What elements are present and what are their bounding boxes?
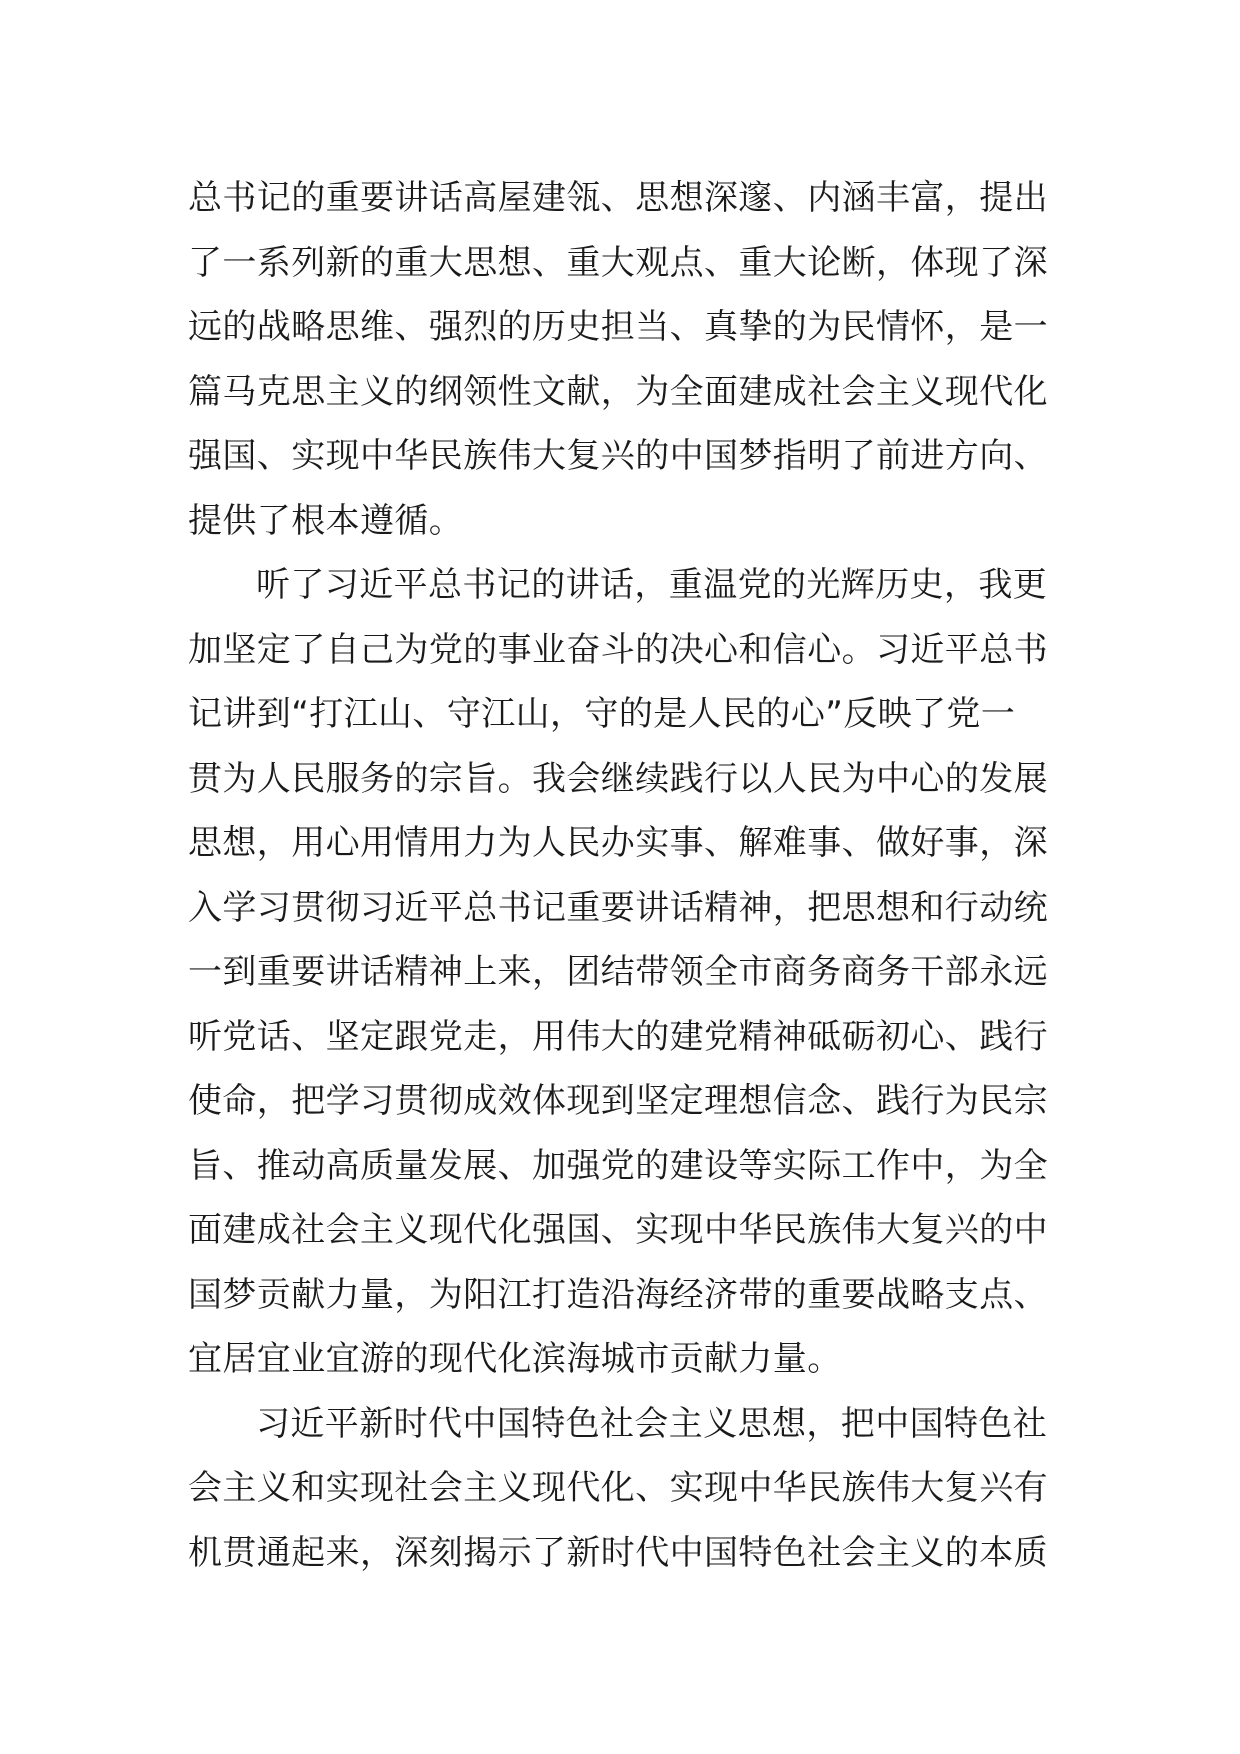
text-line: 记讲到“打江山、守江山，守的是人民的心”反映了党一 xyxy=(188,694,1016,734)
text-line: 强国、实现中华民族伟大复兴的中国梦指明了前进方向、 xyxy=(188,436,1048,476)
text-line: 贯为人民服务的宗旨。我会继续践行以人民为中心的发展 xyxy=(188,758,1048,799)
text-line: 机贯通起来，深刻揭示了新时代中国特色社会主义的本质 xyxy=(188,1532,1048,1573)
text-line: 远的战略思维、强烈的历史担当、真挚的为民情怀，是一 xyxy=(188,307,1048,347)
body-text xyxy=(188,166,1068,1585)
text-line: 了一系列新的重大思想、重大观点、重大论断，体现了深 xyxy=(188,242,1048,283)
text-line: 国梦贡献力量，为阳江打造沿海经济带的重要战略支点、 xyxy=(188,1274,1048,1315)
text-line: 加坚定了自己为党的事业奋斗的决心和信心。习近平总书 xyxy=(188,629,1048,670)
text-line: 宜居宜业宜游的现代化滨海城市贡献力量。 xyxy=(188,1339,842,1379)
text-line: 篇马克思主义的纲领性文献，为全面建成社会主义现代化 xyxy=(188,371,1048,412)
text-line: 使命，把学习贯彻成效体现到坚定理想信念、践行为民宗 xyxy=(188,1081,1048,1121)
text-line: 提供了根本遵循。 xyxy=(188,500,464,541)
text-line: 面建成社会主义现代化强国、实现中华民族伟大复兴的中 xyxy=(188,1210,1048,1250)
text-line: 一到重要讲话精神上来，团结带领全市商务商务干部永远 xyxy=(188,952,1048,992)
paragraph-first-line: 听了习近平总书记的讲话，重温党的光辉历史，我更 xyxy=(256,565,1048,605)
paragraph-first-line: 习近平新时代中国特色社会主义思想，把中国特色社 xyxy=(256,1403,1048,1444)
text-line: 入学习贯彻习近平总书记重要讲话精神，把思想和行动统 xyxy=(188,887,1048,928)
text-line: 总书记的重要讲话高屋建瓴、思想深邃、内涵丰富，提出 xyxy=(188,178,1048,218)
text-line: 会主义和实现社会主义现代化、实现中华民族伟大复兴有 xyxy=(188,1468,1048,1508)
text-line: 思想，用心用情用力为人民办实事、解难事、做好事，深 xyxy=(188,823,1048,863)
text-line: 听党话、坚定跟党走，用伟大的建党精神砥砺初心、践行 xyxy=(188,1016,1048,1057)
text-line: 旨、推动高质量发展、加强党的建设等实际工作中，为全 xyxy=(188,1145,1048,1186)
